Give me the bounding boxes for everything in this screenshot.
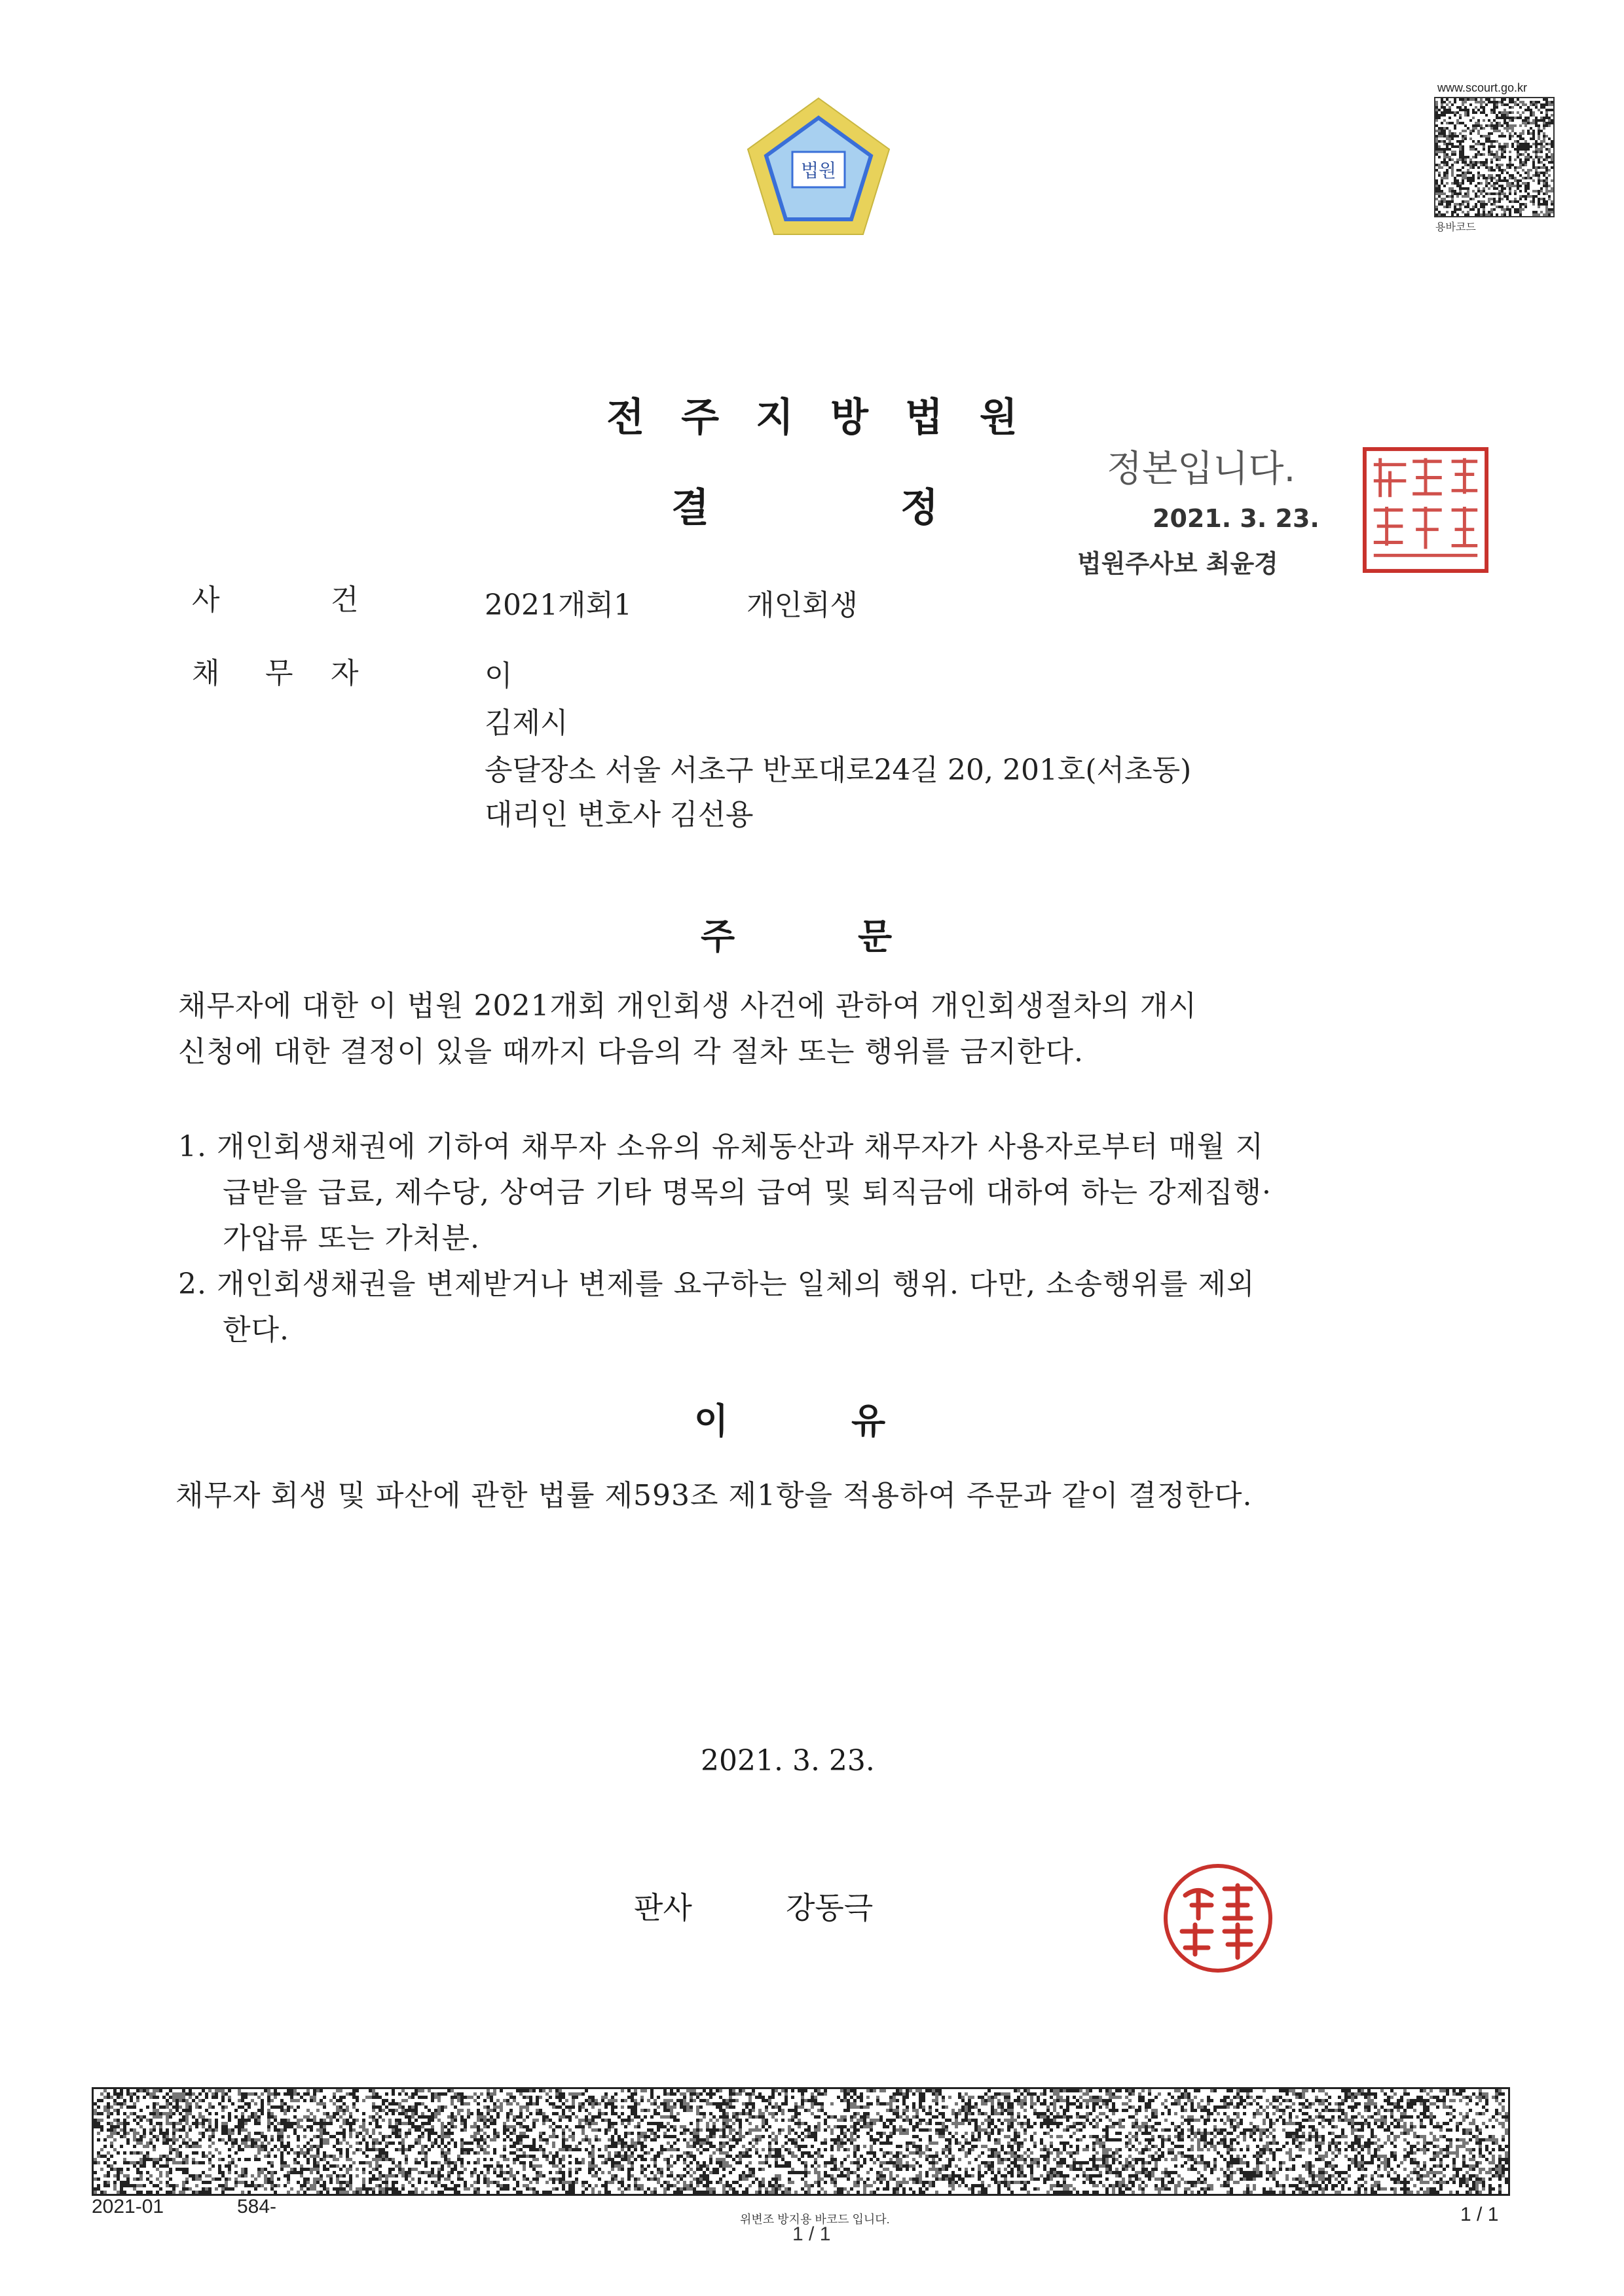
qr-caption: 용바코드 xyxy=(1435,222,1476,233)
order-item-2-line-1: 2. 개인회생채권을 변제받거나 변제를 요구하는 일체의 행위. 다만, 소송행위를 제외 xyxy=(178,1267,1255,1301)
footer-barcode-caption: 위변조 방지용 바코드 입니다. xyxy=(740,2213,890,2226)
anti-forgery-barcode xyxy=(92,2087,1510,2196)
case-label-char-1: 사 xyxy=(192,583,220,617)
reason-line-1: 채무자 회생 및 파산에 관한 법률 제593조 제1항을 적용하여 주문과 같이 결정한다. xyxy=(175,1479,1253,1512)
reason-heading-char-2: 유 xyxy=(851,1400,886,1442)
doc-type-char-2: 정 xyxy=(900,485,938,531)
order-heading-char-2: 문 xyxy=(858,916,893,957)
debtor-agent: 대리인 변호사 김선용 xyxy=(485,798,754,831)
debtor-label-char-2: 무 xyxy=(265,657,293,690)
emblem-text: 법원 xyxy=(800,160,837,181)
debtor-label-char-1: 채 xyxy=(192,657,220,690)
judge-name: 강동극 xyxy=(786,1890,874,1925)
qr-url: www.scourt.go.kr xyxy=(1437,81,1528,94)
doc-type-char-1: 결 xyxy=(671,485,709,531)
order-heading-char-1: 주 xyxy=(701,916,735,957)
debtor-address: 김제시 xyxy=(485,706,568,740)
court-seal-square-icon xyxy=(1361,445,1490,575)
order-item-1-line-3: 가압류 또는 가처분. xyxy=(223,1222,480,1255)
service-address: 송달장소 서울 서초구 반포대로24길 20, 201호(서초동) xyxy=(485,754,1192,787)
certification-title: 정본입니다. xyxy=(1107,448,1296,490)
reason-heading-char-1: 이 xyxy=(694,1400,729,1442)
signature-date: 2021. 3. 23. xyxy=(701,1744,875,1777)
footer-page-number: 1 / 1 xyxy=(1460,2204,1499,2225)
certification-officer: 법원주사보 최윤경 xyxy=(1077,549,1278,578)
order-item-2-line-2: 한다. xyxy=(223,1313,289,1347)
case-number: 2021개회1 xyxy=(485,589,632,622)
order-line-2: 신청에 대한 결정이 있을 때까지 다음의 각 절차 또는 행위를 금지한다. xyxy=(178,1035,1084,1068)
qr-code xyxy=(1434,97,1555,217)
debtor-name: 이 xyxy=(485,659,513,693)
case-type: 개인회생 xyxy=(747,589,858,622)
court-emblem-icon xyxy=(740,92,897,249)
case-label-char-2: 건 xyxy=(331,583,359,617)
footer-center-page: 1 / 1 xyxy=(792,2223,831,2245)
judge-title: 판사 xyxy=(634,1890,692,1925)
judge-seal-icon xyxy=(1159,1859,1277,1977)
order-line-1: 채무자에 대한 이 법원 2021개회 개인회생 사건에 관하여 개인회생절차의 개시 xyxy=(178,989,1197,1023)
footer-doc-number-2: 584- xyxy=(237,2196,277,2217)
order-item-1-line-1: 1. 개인회생채권에 기하여 채무자 소유의 유체동산과 채무자가 사용자로부터 매월 지 xyxy=(178,1130,1264,1163)
debtor-label-char-3: 자 xyxy=(331,657,359,690)
order-item-1-line-2: 급받을 급료, 제수당, 상여금 기타 명목의 급여 및 퇴직금에 대하여 하는 강제집행· xyxy=(223,1176,1272,1209)
footer-doc-number-1: 2021-01 xyxy=(92,2196,164,2217)
court-name: 전주지방법원 xyxy=(606,395,1054,441)
certification-date: 2021. 3. 23. xyxy=(1153,504,1320,533)
